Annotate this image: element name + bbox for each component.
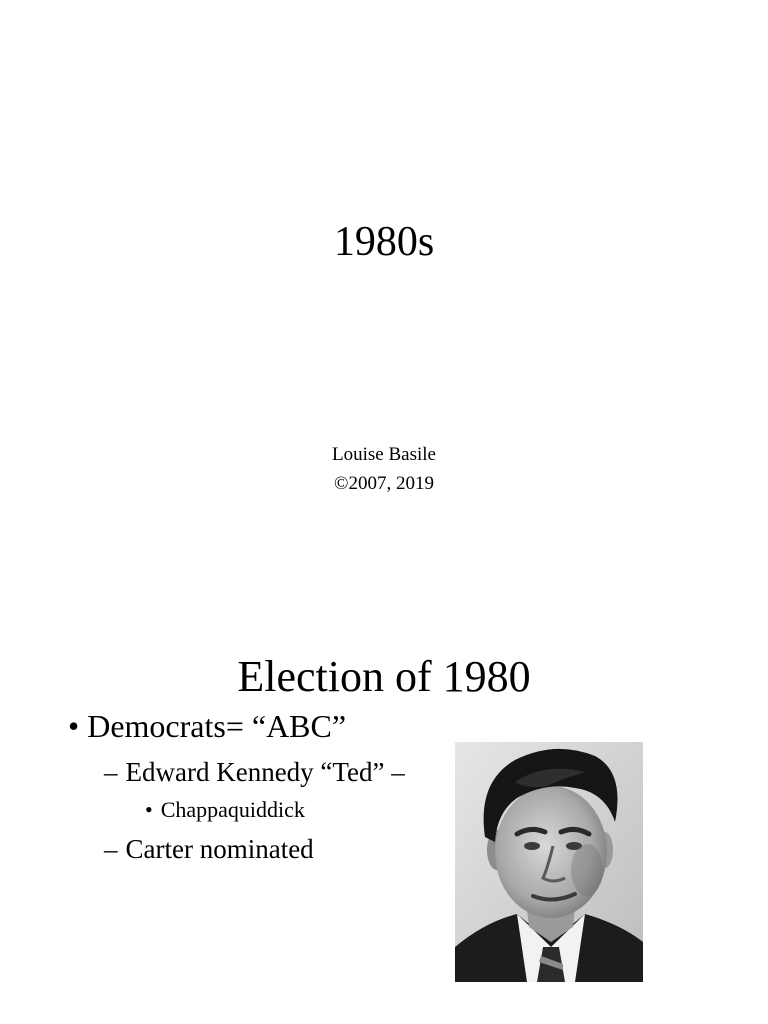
bullet-democrats xyxy=(68,706,346,746)
portrait-photo-icon xyxy=(455,742,643,982)
bullet-text: Chappaquiddick xyxy=(160,797,305,822)
bullet-marker: – xyxy=(104,834,118,864)
bullet-kennedy xyxy=(104,755,405,789)
copyright-line: ©2007, 2019 xyxy=(334,473,434,494)
bullet-text: Democrats= “ABC” xyxy=(87,708,347,744)
bullet-marker: – xyxy=(104,757,118,787)
bullet-marker: • xyxy=(145,797,153,822)
bullet-chappaquiddick xyxy=(145,796,305,824)
bullet-text: Carter nominated xyxy=(125,834,314,864)
slide-title: 1980s xyxy=(333,219,435,265)
bullet-carter xyxy=(104,832,314,866)
author-name: Louise Basile xyxy=(332,444,436,465)
bullet-marker: • xyxy=(68,708,80,744)
portrait-photo xyxy=(455,742,643,982)
election-slide xyxy=(0,600,768,1024)
bullet-text: Edward Kennedy “Ted” – xyxy=(125,757,405,787)
slide-title: Election of 1980 xyxy=(237,652,531,701)
